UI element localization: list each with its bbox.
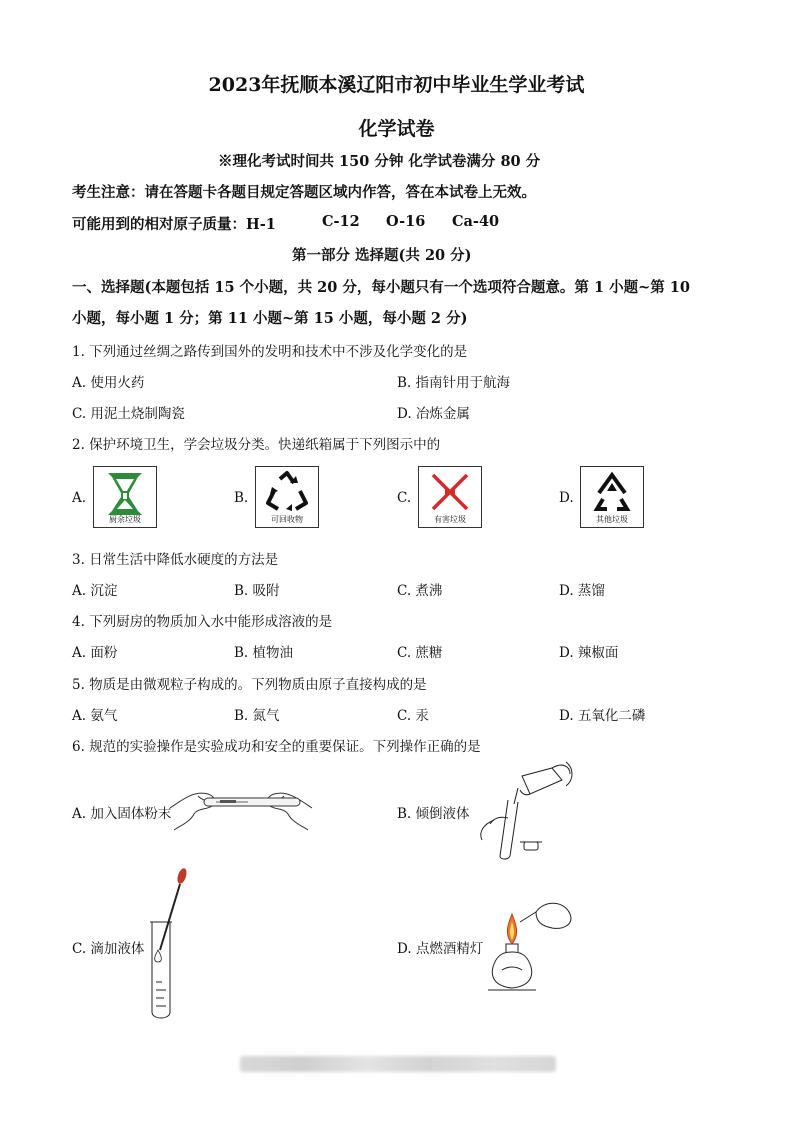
q5-option-a[interactable]: A. 氨气 [72, 708, 118, 724]
kitchen-waste-caption: 厨余垃圾 [109, 515, 141, 524]
q2-option-d[interactable]: D. [559, 490, 574, 506]
q1-option-c[interactable]: C. 用泥土烧制陶瓷 [72, 406, 185, 422]
q6-option-a[interactable]: A. 加入固体粉末 [72, 806, 172, 822]
q3-option-b[interactable]: B. 吸附 [234, 583, 280, 599]
q1-option-b[interactable]: B. 指南针用于航海 [397, 375, 511, 391]
section-title-line2: 小题，每小题 1 分；第 11 小题~第 15 小题，每小题 2 分) [72, 310, 468, 327]
notice: 考生注意：请在答题卡各题目规定答题区域内作答，答在本试卷上无效。 [72, 184, 536, 201]
light-alcohol-lamp-illustration [480, 894, 576, 994]
q4-option-d[interactable]: D. 辣椒面 [559, 645, 619, 661]
q3-option-d[interactable]: D. 蒸馏 [559, 583, 605, 599]
q6-option-b[interactable]: B. 倾倒液体 [397, 806, 470, 822]
question-3-stem: 3. 日常生活中降低水硬度的方法是 [72, 552, 279, 568]
hazardous-waste-icon[interactable] [418, 466, 482, 528]
exam-info: ※理化考试时间共 150 分钟 化学试卷满分 80 分 [218, 153, 541, 170]
q1-option-d[interactable]: D. 冶炼金属 [397, 406, 470, 422]
add-solid-powder-illustration [168, 778, 314, 838]
kitchen-waste-icon[interactable] [93, 466, 157, 528]
blurred-watermark [240, 1056, 556, 1072]
q4-option-c[interactable]: C. 蔗糖 [397, 645, 443, 661]
atomic-mass-label: 可能用到的相对原子质量： [72, 216, 246, 233]
q4-option-a[interactable]: A. 面粉 [72, 645, 118, 661]
q2-option-c[interactable]: C. [397, 490, 412, 506]
question-4-stem: 4. 下列厨房的物质加入水中能形成溶液的是 [72, 614, 333, 630]
recyclable-icon[interactable] [255, 466, 319, 528]
q3-option-a[interactable]: A. 沉淀 [72, 583, 118, 599]
q6-option-c[interactable]: C. 滴加液体 [72, 941, 145, 957]
pour-liquid-illustration [470, 760, 580, 860]
part1-heading: 第一部分 选择题(共 20 分) [292, 247, 472, 264]
q5-option-b[interactable]: B. 氮气 [234, 708, 280, 724]
hazardous-waste-caption: 有害垃圾 [434, 515, 466, 524]
atomic-mass-h: H-1 [246, 216, 276, 233]
q1-option-a[interactable]: A. 使用火药 [72, 375, 145, 391]
q6-option-d[interactable]: D. 点燃酒精灯 [397, 941, 484, 957]
question-5-stem: 5. 物质是由微观粒子构成的。下列物质由原子直接构成的是 [72, 677, 427, 693]
atomic-mass-o: O-16 [386, 213, 426, 230]
q2-option-a[interactable]: A. [72, 490, 87, 506]
q4-option-b[interactable]: B. 植物油 [234, 645, 294, 661]
atomic-mass-ca: Ca-40 [452, 213, 500, 230]
q3-option-c[interactable]: C. 煮沸 [397, 583, 443, 599]
q2-option-b[interactable]: B. [234, 490, 249, 506]
other-waste-icon[interactable] [580, 466, 644, 528]
drop-liquid-illustration [142, 866, 202, 1022]
atomic-mass-line [72, 213, 436, 234]
exam-title: 2023年抚顺本溪辽阳市初中毕业生学业考试 [208, 74, 585, 96]
q5-option-d[interactable]: D. 五氧化二磷 [559, 708, 646, 724]
question-6-stem: 6. 规范的实验操作是实验成功和安全的重要保证。下列操作正确的是 [72, 739, 481, 755]
q5-option-c[interactable]: C. 汞 [397, 708, 429, 724]
question-2-stem: 2. 保护环境卫生，学会垃圾分类。快递纸箱属于下列图示中的 [72, 437, 441, 453]
atomic-mass-c: C-12 [322, 213, 360, 230]
recyclable-caption: 可回收物 [271, 515, 303, 524]
section-title-line1: 一、选择题(本题包括 15 个小题，共 20 分，每小题只有一个选项符合题意。第 1 小题~第 10 [72, 279, 690, 296]
other-waste-caption: 其他垃圾 [596, 515, 628, 524]
exam-subtitle: 化学试卷 [358, 118, 435, 140]
question-1-stem: 1. 下列通过丝绸之路传到国外的发明和技术中不涉及化学变化的是 [72, 344, 468, 360]
